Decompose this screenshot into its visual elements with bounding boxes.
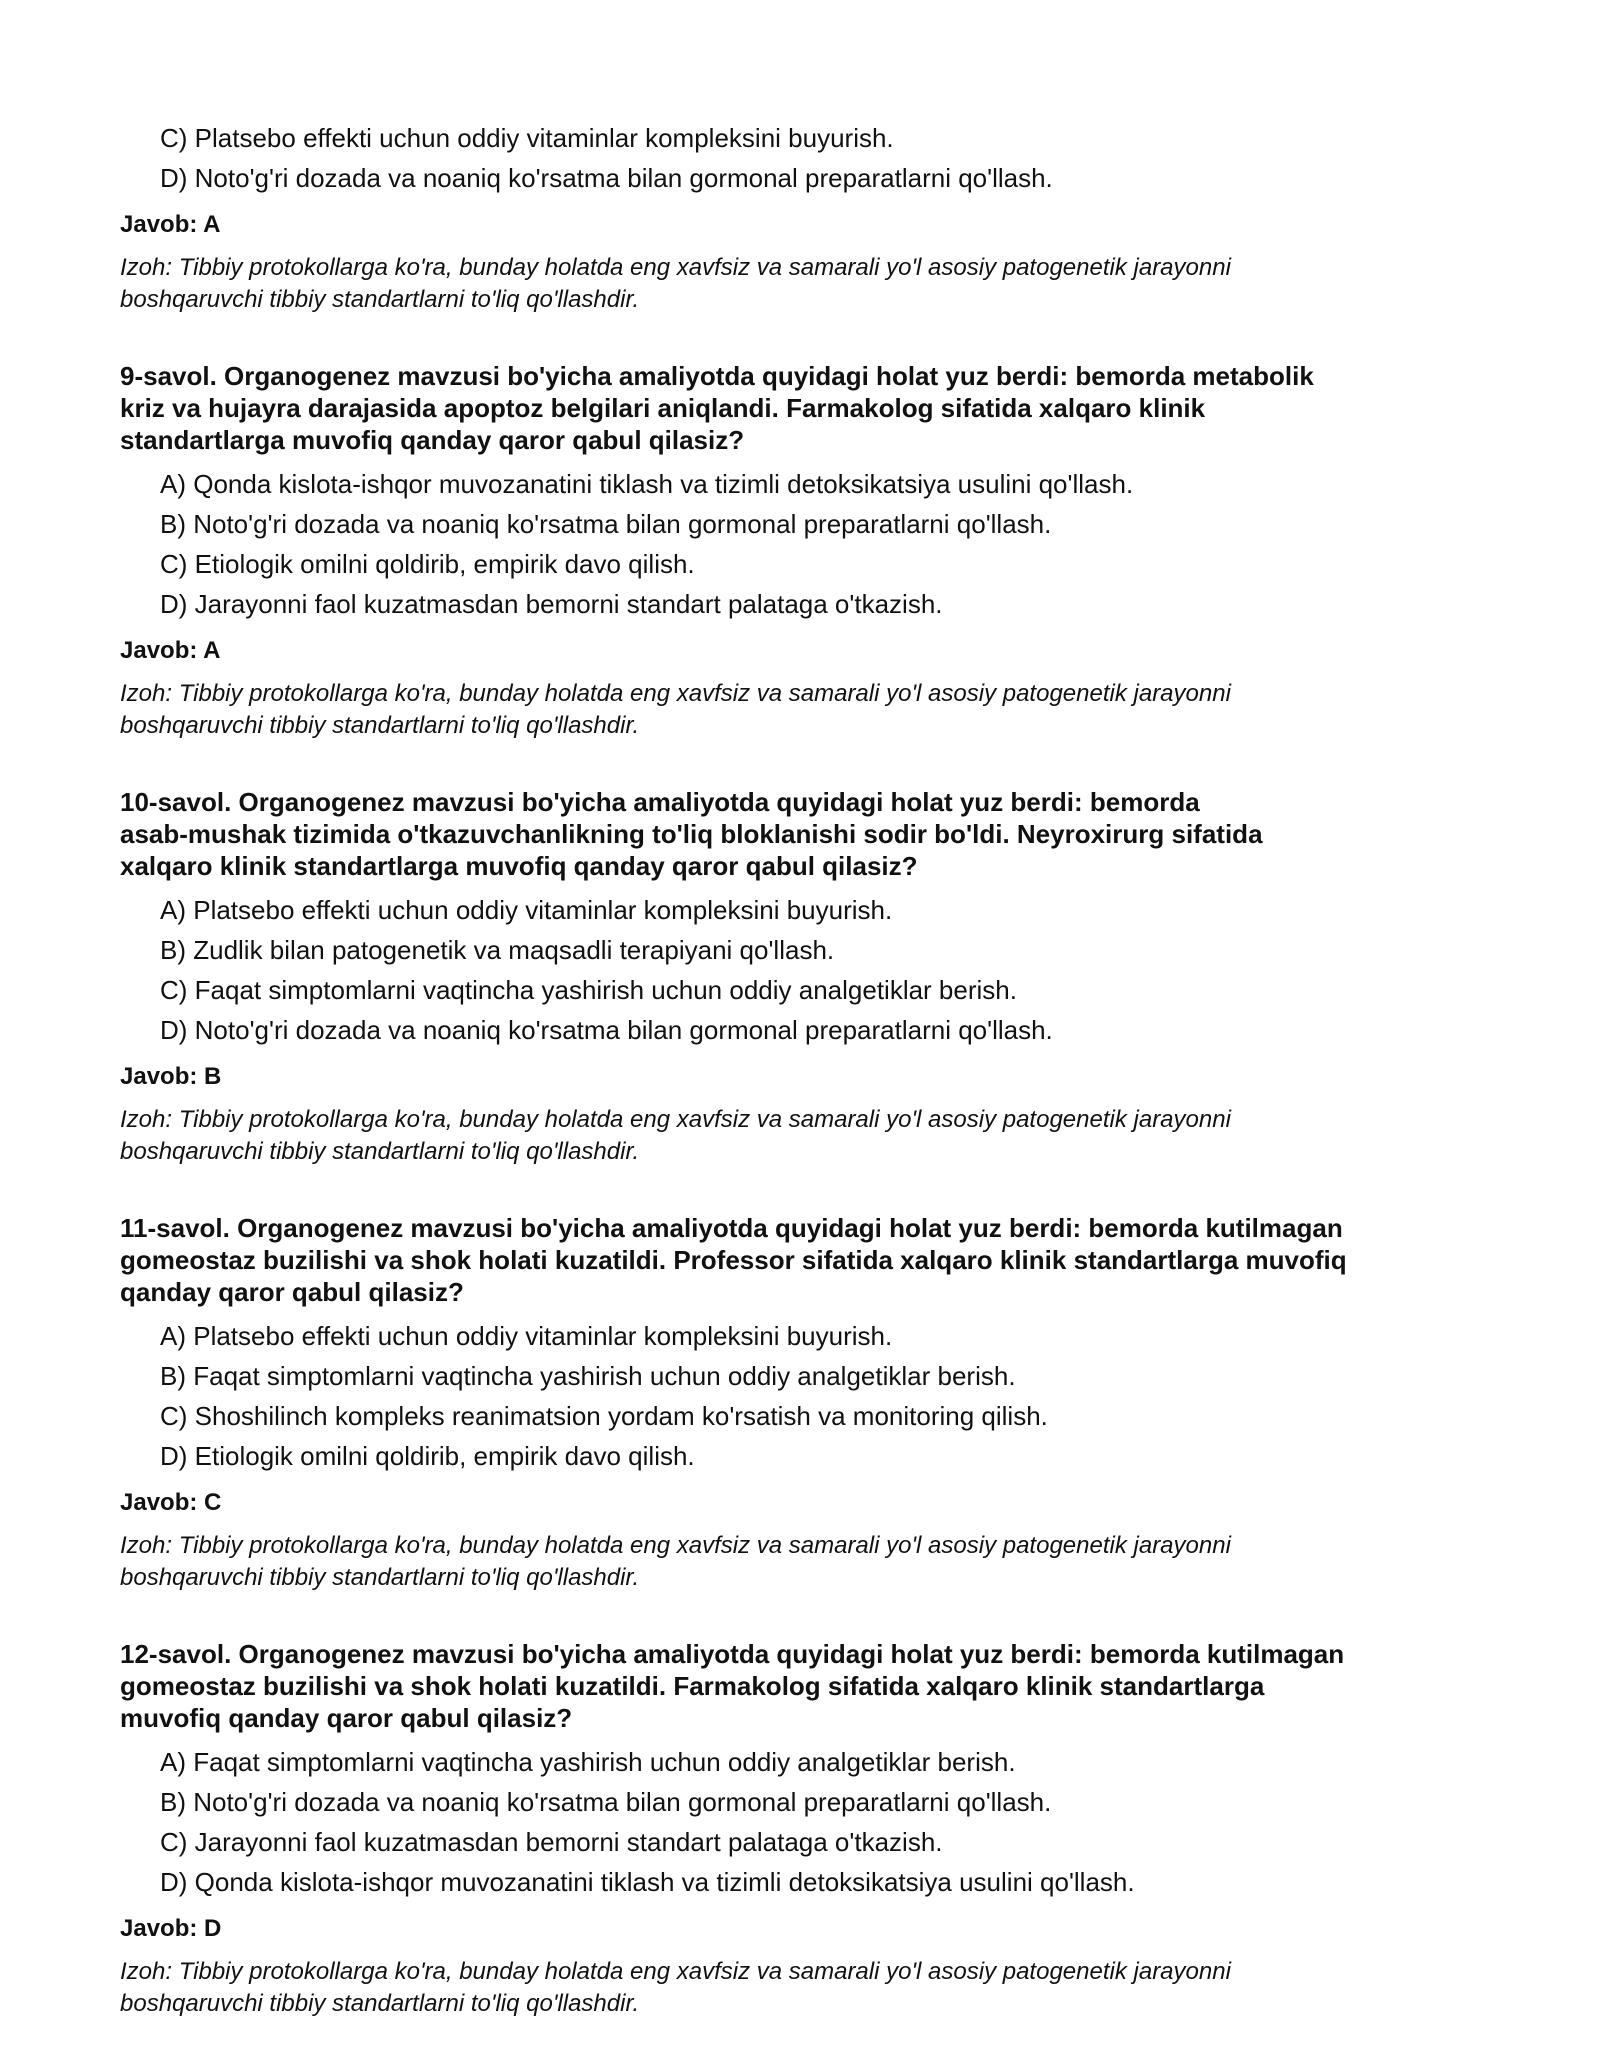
question-line: kriz va hujayra darajasida apoptoz belgilari aniqlandi. Farmakolog sifatida xalqaro klinik bbox=[120, 393, 1206, 423]
answer-label: Javob: A bbox=[120, 211, 221, 238]
explanation bbox=[120, 1956, 1500, 2020]
explanation-line: boshqaruvchi tibbiy standartlarni to'liq qo'llashdir. bbox=[120, 1564, 640, 1591]
carryover-block bbox=[120, 118, 1500, 316]
explanation bbox=[120, 252, 1500, 316]
question-block bbox=[120, 360, 1500, 742]
explanation-line: Izoh: Tibbiy protokollarga ko'ra, bunday holatda eng xavfsiz va samarali yo'l asosiy patogenetik jarayonni bbox=[120, 680, 1231, 707]
answer-label: Javob: C bbox=[120, 1489, 222, 1516]
question-line: qanday qaror qabul qilasiz? bbox=[120, 1277, 464, 1307]
option-d: D) Jarayonni faol kuzatmasdan bemorni standart palataga o'tkazish. bbox=[160, 589, 943, 619]
explanation-line: Izoh: Tibbiy protokollarga ko'ra, bunday holatda eng xavfsiz va samarali yo'l asosiy patogenetik jarayonni bbox=[120, 1106, 1231, 1133]
document-page bbox=[120, 118, 1500, 2020]
question-line: asab-mushak tizimida o'tkazuvchanlikning to'liq bloklanishi sodir bo'ldi. Neyroxirurg sifatida bbox=[120, 819, 1263, 849]
option-c: C) Faqat simptomlarni vaqtincha yashirish uchun oddiy analgetiklar berish. bbox=[160, 975, 1017, 1005]
option-d: D) Noto'g'ri dozada va noaniq ko'rsatma bilan gormonal preparatlarni qo'llash. bbox=[160, 163, 1053, 193]
question-text bbox=[120, 786, 1500, 882]
option-b: B) Noto'g'ri dozada va noaniq ko'rsatma bilan gormonal preparatlarni qo'llash. bbox=[160, 1787, 1052, 1817]
option-d: D) Noto'g'ri dozada va noaniq ko'rsatma bilan gormonal preparatlarni qo'llash. bbox=[160, 1015, 1053, 1045]
explanation-line: Izoh: Tibbiy protokollarga ko'ra, bunday holatda eng xavfsiz va samarali yo'l asosiy patogenetik jarayonni bbox=[120, 1532, 1231, 1559]
option-b: B) Faqat simptomlarni vaqtincha yashirish uchun oddiy analgetiklar berish. bbox=[160, 1361, 1016, 1391]
question-line: gomeostaz buzilishi va shok holati kuzatildi. Professor sifatida xalqaro klinik standartlarga muvofiq bbox=[120, 1245, 1347, 1275]
explanation-line: boshqaruvchi tibbiy standartlarni to'liq qo'llashdir. bbox=[120, 1990, 640, 2017]
question-line: gomeostaz buzilishi va shok holati kuzatildi. Farmakolog sifatida xalqaro klinik standartlarga bbox=[120, 1671, 1265, 1701]
question-text bbox=[120, 1638, 1500, 1734]
question-text bbox=[120, 360, 1500, 456]
question-block bbox=[120, 1638, 1500, 2020]
explanation-line: Izoh: Tibbiy protokollarga ko'ra, bunday holatda eng xavfsiz va samarali yo'l asosiy patogenetik jarayonni bbox=[120, 254, 1231, 281]
question-line: muvofiq qanday qaror qabul qilasiz? bbox=[120, 1703, 573, 1733]
question-line: 12-savol. Organogenez mavzusi bo'yicha amaliyotda quyidagi holat yuz berdi: bemorda kutilmagan bbox=[120, 1639, 1345, 1669]
option-list bbox=[120, 890, 1500, 1050]
question-line: xalqaro klinik standartlarga muvofiq qanday qaror qabul qilasiz? bbox=[120, 851, 918, 881]
option-b: B) Noto'g'ri dozada va noaniq ko'rsatma bilan gormonal preparatlarni qo'llash. bbox=[160, 509, 1052, 539]
explanation bbox=[120, 1530, 1500, 1594]
option-list bbox=[120, 1316, 1500, 1476]
question-block bbox=[120, 786, 1500, 1168]
explanation-line: boshqaruvchi tibbiy standartlarni to'liq qo'llashdir. bbox=[120, 286, 640, 313]
answer-label: Javob: D bbox=[120, 1915, 222, 1942]
option-list bbox=[120, 118, 1500, 198]
option-a: A) Platsebo effekti uchun oddiy vitaminlar kompleksini buyurish. bbox=[160, 1321, 893, 1351]
option-a: A) Platsebo effekti uchun oddiy vitaminlar kompleksini buyurish. bbox=[160, 895, 893, 925]
explanation-line: boshqaruvchi tibbiy standartlarni to'liq qo'llashdir. bbox=[120, 712, 640, 739]
question-line: 10-savol. Organogenez mavzusi bo'yicha amaliyotda quyidagi holat yuz berdi: bemorda bbox=[120, 787, 1200, 817]
option-list bbox=[120, 1742, 1500, 1902]
answer-label: Javob: B bbox=[120, 1063, 222, 1090]
option-d: D) Qonda kislota-ishqor muvozanatini tiklash va tizimli detoksikatsiya usulini qo'llash. bbox=[160, 1867, 1135, 1897]
question-line: 9-savol. Organogenez mavzusi bo'yicha amaliyotda quyidagi holat yuz berdi: bemorda metabolik bbox=[120, 361, 1314, 391]
explanation-line: boshqaruvchi tibbiy standartlarni to'liq qo'llashdir. bbox=[120, 1138, 640, 1165]
question-line: 11-savol. Organogenez mavzusi bo'yicha amaliyotda quyidagi holat yuz berdi: bemorda kutilmagan bbox=[120, 1213, 1343, 1243]
explanation bbox=[120, 678, 1500, 742]
option-a: A) Faqat simptomlarni vaqtincha yashirish uchun oddiy analgetiklar berish. bbox=[160, 1747, 1016, 1777]
option-a: A) Qonda kislota-ishqor muvozanatini tiklash va tizimli detoksikatsiya usulini qo'llash. bbox=[160, 469, 1134, 499]
option-c: C) Etiologik omilni qoldirib, empirik davo qilish. bbox=[160, 549, 695, 579]
explanation bbox=[120, 1104, 1500, 1168]
question-block bbox=[120, 1212, 1500, 1594]
question-line: standartlarga muvofiq qanday qaror qabul qilasiz? bbox=[120, 425, 745, 455]
option-c: C) Platsebo effekti uchun oddiy vitaminlar kompleksini buyurish. bbox=[160, 123, 894, 153]
explanation-line: Izoh: Tibbiy protokollarga ko'ra, bunday holatda eng xavfsiz va samarali yo'l asosiy patogenetik jarayonni bbox=[120, 1958, 1231, 1985]
question-text bbox=[120, 1212, 1500, 1308]
option-d: D) Etiologik omilni qoldirib, empirik davo qilish. bbox=[160, 1441, 695, 1471]
answer-label: Javob: A bbox=[120, 637, 221, 664]
option-c: C) Jarayonni faol kuzatmasdan bemorni standart palataga o'tkazish. bbox=[160, 1827, 943, 1857]
option-b: B) Zudlik bilan patogenetik va maqsadli terapiyani qo'llash. bbox=[160, 935, 835, 965]
option-c: C) Shoshilinch kompleks reanimatsion yordam ko'rsatish va monitoring qilish. bbox=[160, 1401, 1048, 1431]
option-list bbox=[120, 464, 1500, 624]
